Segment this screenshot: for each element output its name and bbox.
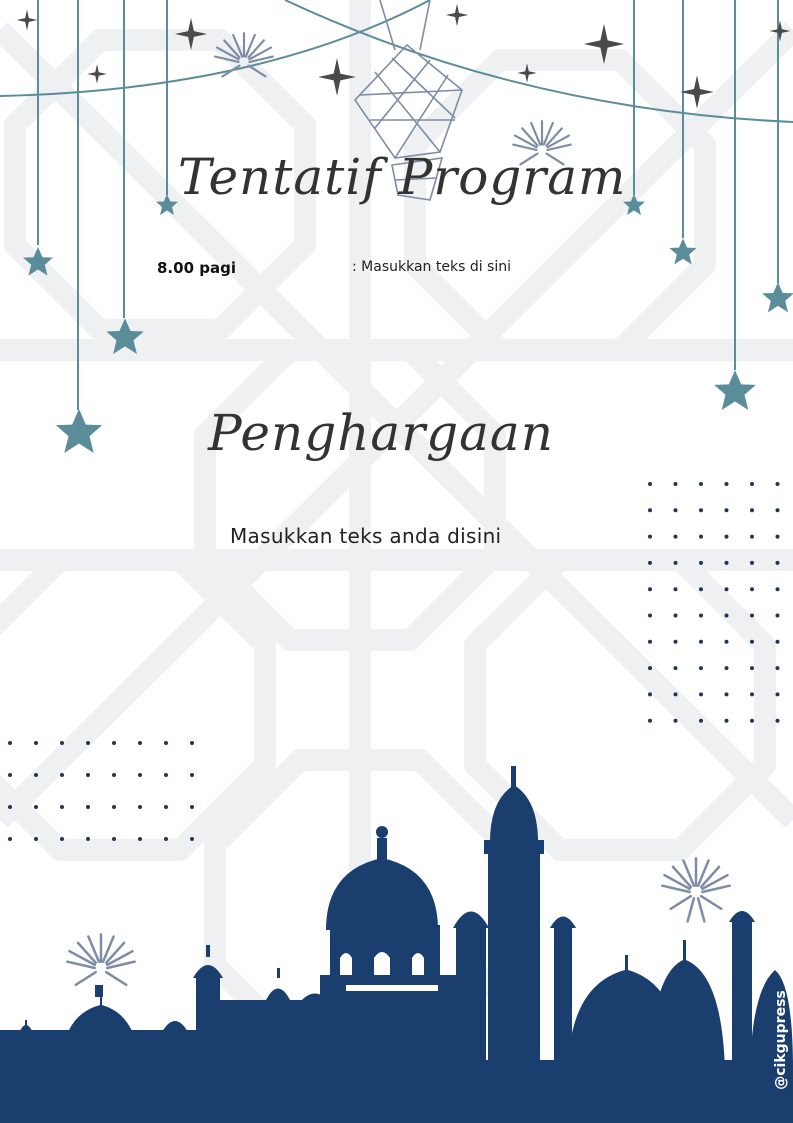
award-text: Masukkan teks anda disini <box>230 524 502 548</box>
schedule-activity: : Masukkan teks di sini <box>352 259 511 275</box>
program-title: Tentatif Program <box>178 148 627 206</box>
watermark-handle: @cikgupress <box>773 990 789 1090</box>
award-title: Penghargaan <box>208 404 554 462</box>
schedule-time: 8.00 pagi <box>157 259 236 277</box>
